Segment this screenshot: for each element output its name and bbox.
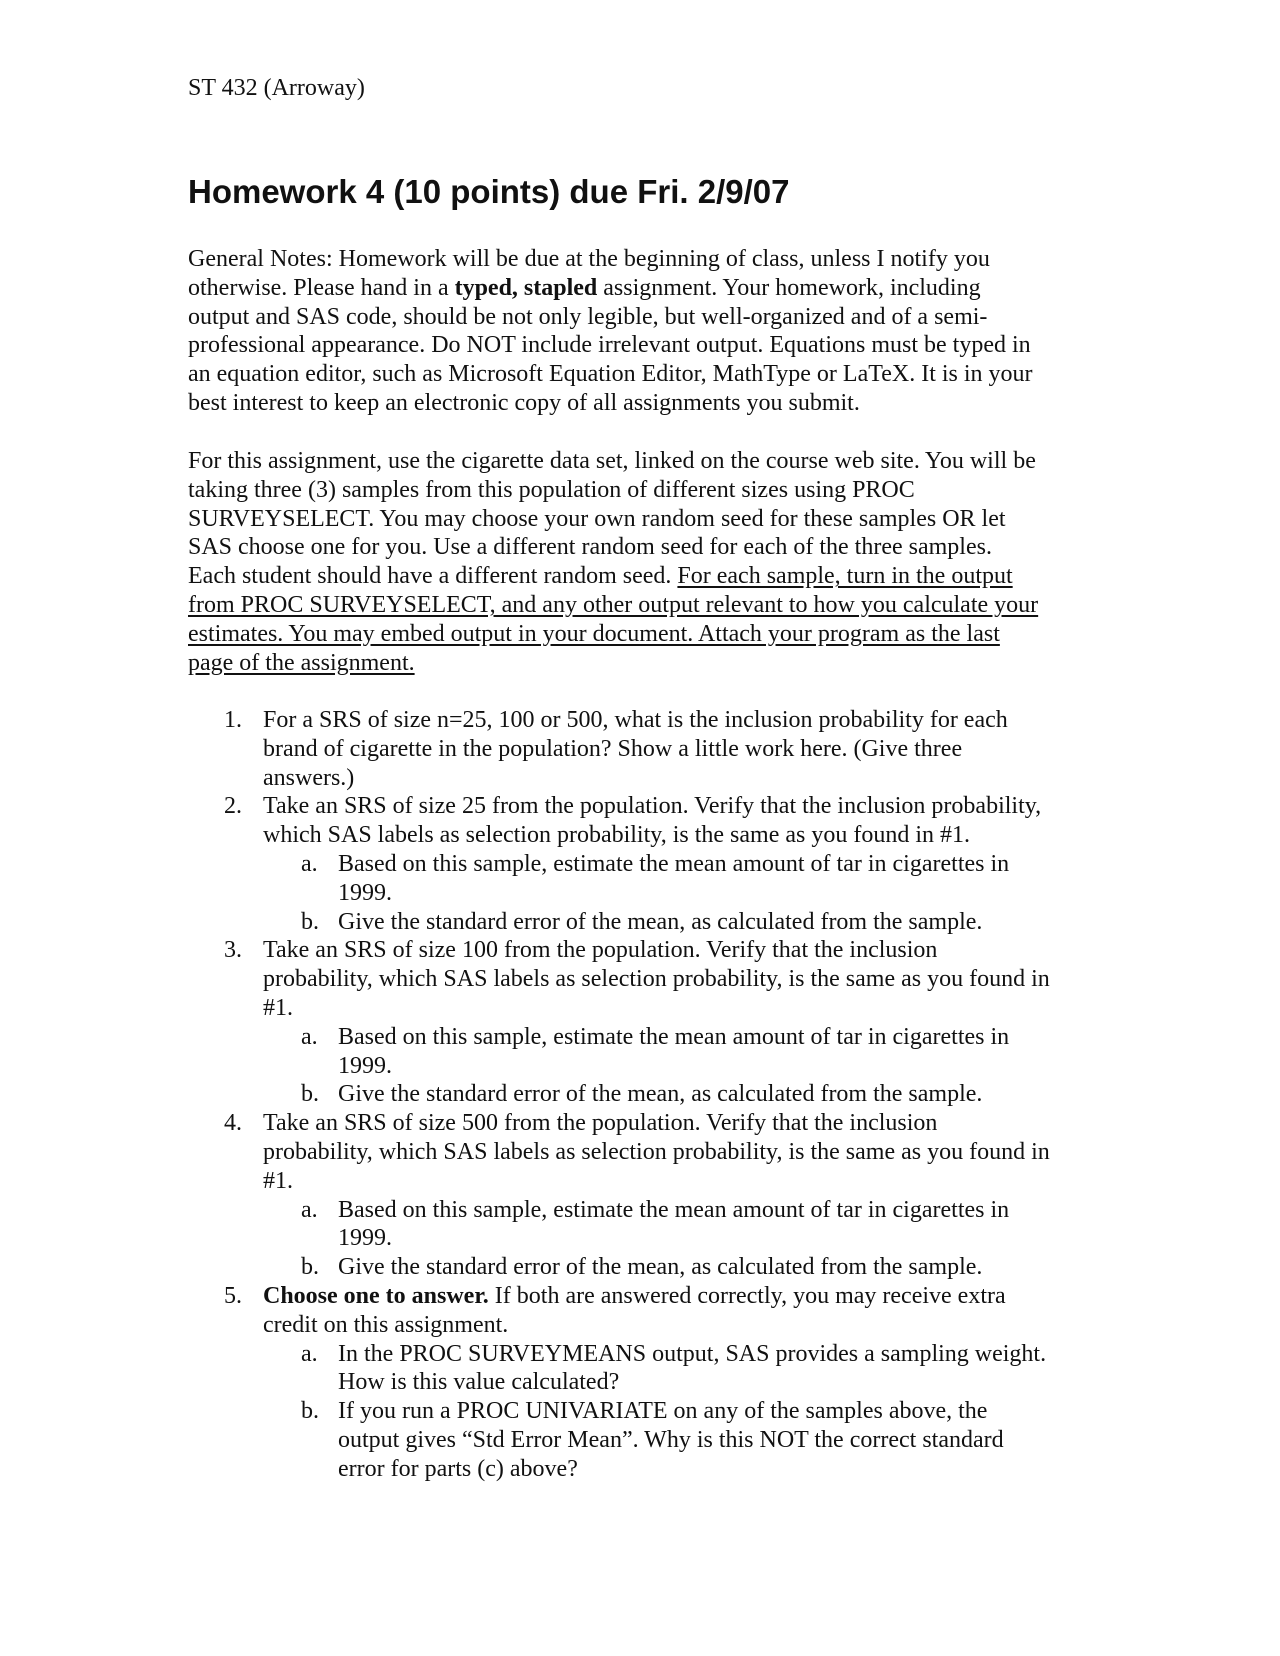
sub-question-line: output gives “Std Error Mean”. Why is this NOT the correct standard xyxy=(338,1426,1004,1453)
sub-question xyxy=(188,908,1088,937)
question-item xyxy=(188,1109,1088,1282)
question-line: credit on this assignment. xyxy=(263,1311,509,1338)
sub-question-line: 1999. xyxy=(338,879,392,906)
question-line: Take an SRS of size 500 from the population. Verify that the inclusion xyxy=(263,1110,938,1137)
sub-question-line: Based on this sample, estimate the mean amount of tar in cigarettes in xyxy=(338,850,1010,877)
notes-line: professional appearance. Do NOT include irrelevant output. Equations must be typed in xyxy=(188,332,1031,359)
question-text: If both are answered correctly, you may receive extra xyxy=(488,1282,1006,1309)
question-number: 3. xyxy=(224,937,242,964)
sub-question-letter: a. xyxy=(301,1023,318,1050)
question-number: 4. xyxy=(224,1110,242,1137)
sub-question xyxy=(188,1253,1088,1282)
sub-question-line: Give the standard error of the mean, as calculated from the sample. xyxy=(338,1254,983,1281)
question-number: 2. xyxy=(224,793,242,820)
assignment-instructions xyxy=(188,447,1088,677)
sub-question xyxy=(188,1080,1088,1109)
sub-question-line: Give the standard error of the mean, as calculated from the sample. xyxy=(338,1081,983,1108)
question-item xyxy=(188,936,1088,1109)
assignment-line: taking three (3) samples from this population of different sizes using PROC xyxy=(188,476,915,503)
question-item xyxy=(188,792,1088,936)
sub-question xyxy=(188,1023,1088,1081)
sub-question-letter: b. xyxy=(301,1254,319,1281)
sub-question xyxy=(188,1397,1088,1483)
question-item xyxy=(188,1282,1088,1484)
notes-text: otherwise. Please hand in a xyxy=(188,274,455,301)
question-line: answers.) xyxy=(263,764,355,791)
page-title: Homework 4 (10 points) due Fri. 2/9/07 xyxy=(188,173,790,210)
notes-line xyxy=(188,274,1088,303)
assignment-line: SURVEYSELECT. You may choose your own random seed for these samples OR let xyxy=(188,505,1006,532)
sub-question xyxy=(188,1340,1088,1398)
notes-line: General Notes: Homework will be due at the beginning of class, unless I notify you xyxy=(188,246,990,272)
assignment-text: Each student should have a different random seed. xyxy=(188,563,678,590)
question-line: Take an SRS of size 100 from the population. Verify that the inclusion xyxy=(263,937,938,964)
course-header: ST 432 (Arroway) xyxy=(188,75,365,101)
notes-line: output and SAS code, should be not only legible, but well-organized and of a semi- xyxy=(188,303,988,330)
assignment-underlined-line: from PROC SURVEYSELECT, and any other output relevant to how you calculate your xyxy=(188,591,1039,618)
question-line: probability, which SAS labels as selection probability, is the same as you found in xyxy=(263,1138,1050,1165)
notes-text: assignment. Your homework, including xyxy=(597,274,981,301)
sub-question xyxy=(188,1196,1088,1254)
question-line: which SAS labels as selection probability, is the same as you found in #1. xyxy=(263,822,971,849)
question-line: brand of cigarette in the population? Show a little work here. (Give three xyxy=(263,735,963,762)
question-line: probability, which SAS labels as selection probability, is the same as you found in xyxy=(263,966,1050,993)
sub-question-line: Based on this sample, estimate the mean amount of tar in cigarettes in xyxy=(338,1196,1010,1223)
sub-question-letter: a. xyxy=(301,1196,318,1223)
question-line: #1. xyxy=(263,1167,293,1194)
assignment-underlined-text: For each sample, turn in the output xyxy=(677,563,1013,590)
notes-line: best interest to keep an electronic copy of all assignments you submit. xyxy=(188,389,860,416)
question-line: For a SRS of size n=25, 100 or 500, what is the inclusion probability for each xyxy=(263,707,1008,733)
sub-question-line: error for parts (c) above? xyxy=(338,1455,578,1482)
sub-question-line: Give the standard error of the mean, as calculated from the sample. xyxy=(338,908,983,935)
notes-emphasis: typed, stapled xyxy=(454,274,598,301)
sub-question-letter: b. xyxy=(301,1398,319,1425)
question-item xyxy=(188,706,1088,792)
sub-question-letter: a. xyxy=(301,1340,318,1367)
question-list xyxy=(188,706,1088,1484)
sub-question-line: In the PROC SURVEYMEANS output, SAS provides a sampling weight. xyxy=(338,1340,1047,1367)
sub-question-letter: b. xyxy=(301,908,319,935)
sub-question-line: If you run a PROC UNIVARIATE on any of the samples above, the xyxy=(338,1398,988,1425)
sub-question-line: How is this value calculated? xyxy=(338,1369,620,1396)
question-line: Take an SRS of size 25 from the population. Verify that the inclusion probability, xyxy=(263,793,1042,820)
assignment-line xyxy=(188,562,1088,591)
question-number: 5. xyxy=(224,1282,242,1309)
assignment-line: SAS choose one for you. Use a different random seed for each of the three samples. xyxy=(188,534,992,561)
question-bold-lead: Choose one to answer. xyxy=(263,1282,489,1309)
assignment-underlined-line: estimates. You may embed output in your document. Attach your program as the last xyxy=(188,620,1000,647)
sub-question-line: 1999. xyxy=(338,1225,392,1252)
sub-question-line: 1999. xyxy=(338,1052,392,1079)
sub-question-line: Based on this sample, estimate the mean amount of tar in cigarettes in xyxy=(338,1023,1010,1050)
general-notes xyxy=(188,245,1088,418)
sub-question xyxy=(188,850,1088,908)
question-number: 1. xyxy=(224,707,242,733)
question-line xyxy=(263,1282,1088,1311)
sub-question-letter: a. xyxy=(301,850,318,877)
question-line: #1. xyxy=(263,994,293,1021)
sub-question-letter: b. xyxy=(301,1081,319,1108)
notes-line: an equation editor, such as Microsoft Equation Editor, MathType or LaTeX. It is in your xyxy=(188,361,1033,388)
assignment-line: For this assignment, use the cigarette data set, linked on the course web site. You will be xyxy=(188,448,1036,474)
assignment-underlined-line: page of the assignment. xyxy=(188,649,415,676)
